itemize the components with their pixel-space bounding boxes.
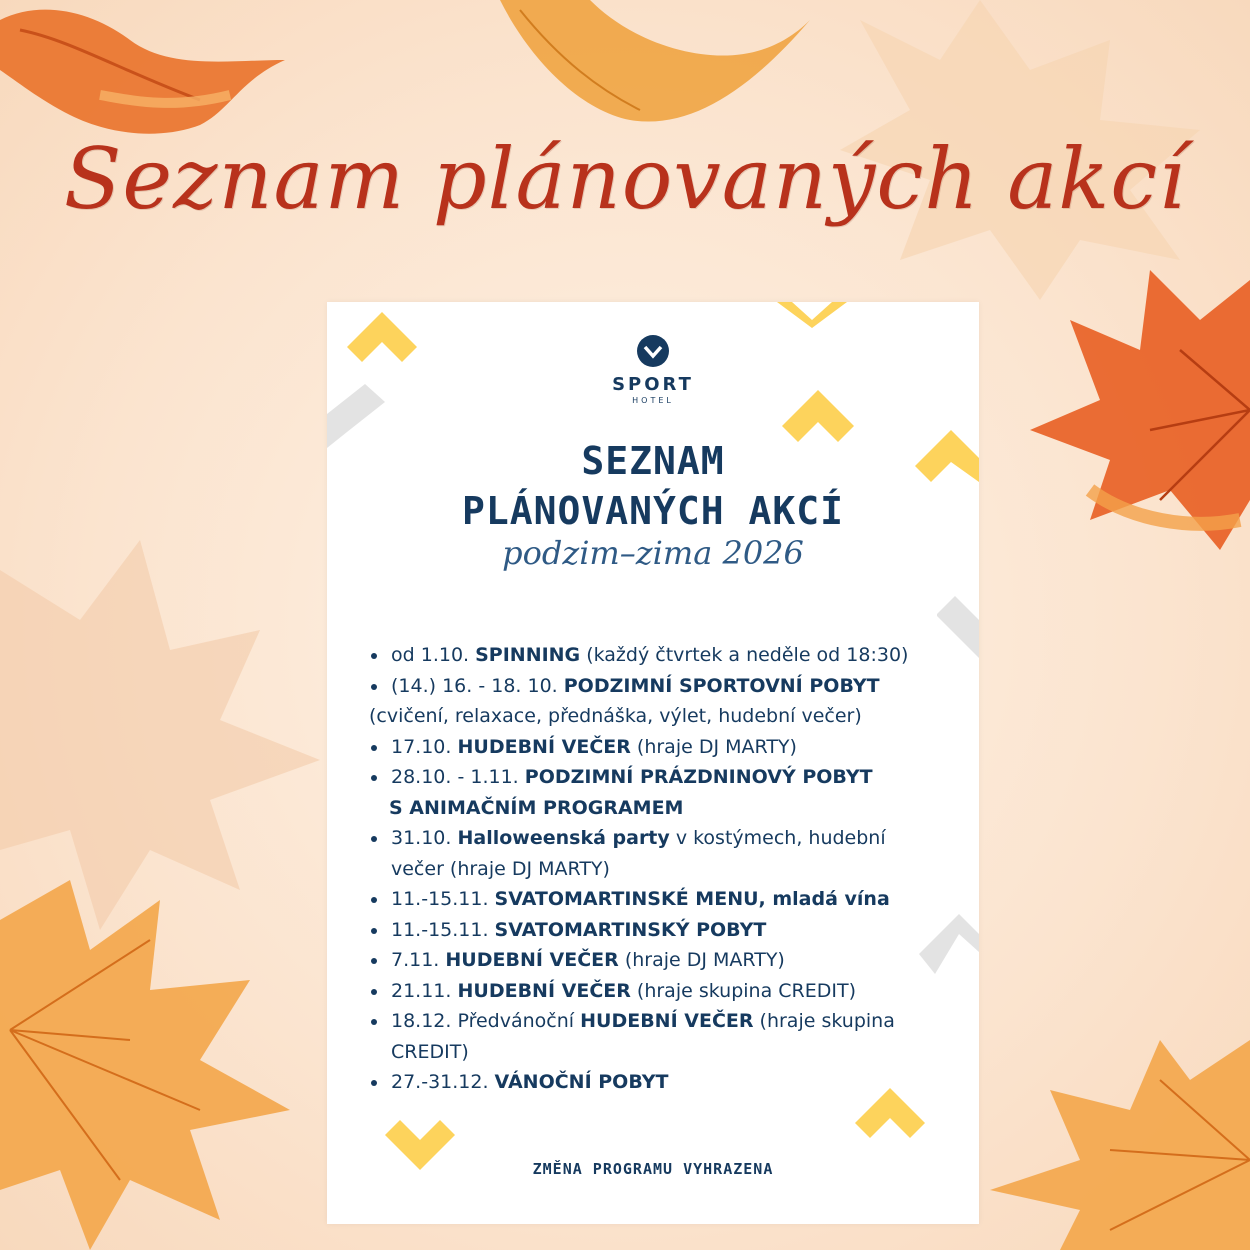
list-item: (cvičení, relaxace, přednáška, výlet, hudební večer) (369, 705, 862, 727)
list-item: (14.) 16. - 18. 10. PODZIMNÍ SPORTOVNÍ POBYT (369, 671, 959, 702)
logo-sub: HOTEL (632, 396, 674, 405)
list-item: 11.-15.11. SVATOMARTINSKÝ POBYT (369, 915, 959, 946)
list-item: od 1.10. SPINNING (každý čtvrtek a neděle od 18:30) (369, 640, 959, 671)
faded-leaf-left-icon (0, 530, 330, 930)
card-heading (327, 436, 979, 536)
list-item: 21.11. HUDEBNÍ VEČER (hraje skupina CREDIT) (369, 976, 959, 1007)
list-item: S ANIMAČNÍM PROGRAMEM (389, 796, 684, 819)
list-item: večer (hraje DJ MARTY) (391, 857, 610, 880)
events-list (369, 640, 959, 1098)
list-item: 17.10. HUDEBNÍ VEČER (hraje DJ MARTY) (369, 732, 959, 763)
yellow-chevron-down-icon (777, 302, 847, 328)
poster-title: Seznam plánovaných akcí (63, 130, 1187, 228)
season-subtitle: podzim–zima 2026 (502, 534, 804, 572)
hotel-logo (327, 334, 979, 405)
maple-leaf-bottom-left-icon (0, 880, 300, 1250)
list-item: 11.-15.11. SVATOMARTINSKÉ MENU, mladá vína (369, 884, 959, 915)
heading-line-2: PLÁNOVANÝCH AKCÍ (461, 489, 845, 533)
sport-hotel-logo-icon (636, 334, 670, 368)
maple-leaf-top-left-icon (0, 0, 300, 150)
list-item: 18.12. Předvánoční HUDEBNÍ VEČER (hraje skupina (369, 1006, 959, 1037)
list-item: 28.10. - 1.11. PODZIMNÍ PRÁZDNINOVÝ POBYT (369, 762, 959, 793)
logo-brand: SPORT (612, 374, 694, 395)
heading-line-1: SEZNAM (581, 439, 725, 483)
maple-leaf-bottom-right-icon (990, 1040, 1250, 1250)
maple-leaf-right-icon (1030, 260, 1250, 560)
footer-note: ZMĚNA PROGRAMU VYHRAZENA (532, 1160, 774, 1178)
events-card (327, 302, 979, 1224)
birch-leaf-top-icon (490, 0, 820, 130)
list-item: 31.10. Halloweenská party v kostýmech, hudební (369, 823, 959, 854)
list-item: CREDIT) (391, 1040, 469, 1063)
list-item: 7.11. HUDEBNÍ VEČER (hraje DJ MARTY) (369, 945, 959, 976)
list-item: 27.-31.12. VÁNOČNÍ POBYT (369, 1067, 959, 1098)
